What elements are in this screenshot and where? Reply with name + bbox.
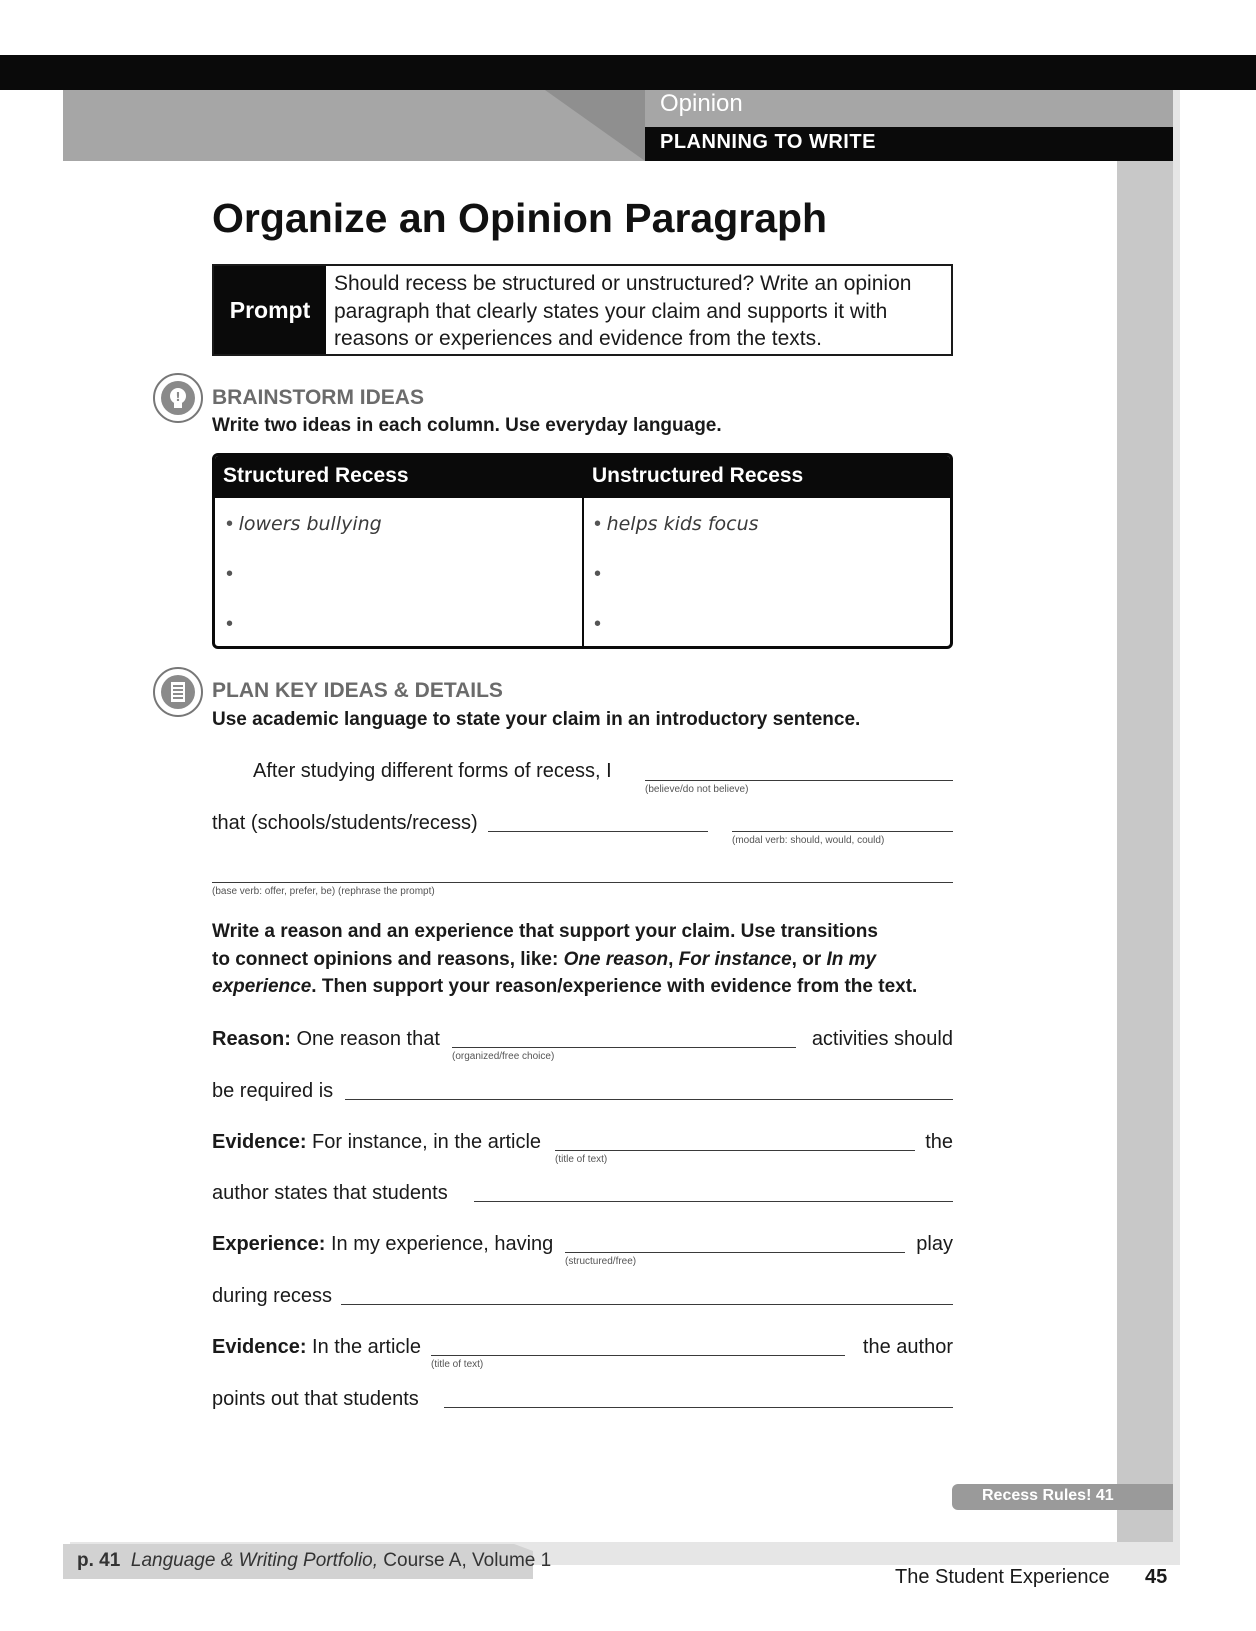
reason-line-1: Reason: One reason that bbox=[212, 1028, 440, 1050]
prompt-line: reasons or experiences and evidence from the texts. bbox=[334, 327, 822, 350]
evidence-1-line-2: author states that students bbox=[212, 1182, 448, 1204]
handwritten-entry: helps kids focus bbox=[606, 513, 759, 535]
claim-blank-2[interactable] bbox=[488, 831, 708, 832]
prompt-label: Prompt bbox=[214, 266, 326, 354]
claim-hint-2: (modal verb: should, would, could) bbox=[732, 835, 885, 846]
section-label: PLANNING TO WRITE bbox=[660, 131, 876, 153]
experience-blank-1[interactable] bbox=[565, 1252, 905, 1253]
reason-hint: (organized/free choice) bbox=[452, 1051, 555, 1062]
evidence-1-blank-1[interactable] bbox=[555, 1150, 915, 1151]
svg-text:!: ! bbox=[175, 390, 181, 404]
experience-line-1-end: play bbox=[916, 1233, 953, 1255]
brainstorm-instruction: Write two ideas in each column. Use everyday language. bbox=[212, 415, 722, 436]
running-title: The Student Experience bbox=[895, 1566, 1110, 1588]
category-label: Opinion bbox=[660, 90, 743, 117]
claim-line-1-text: After studying different forms of recess, I bbox=[253, 760, 612, 782]
lightbulb-icon bbox=[153, 373, 203, 423]
column-divider bbox=[582, 456, 584, 649]
right-margin-band bbox=[1117, 161, 1173, 1542]
claim-blank-4[interactable] bbox=[212, 882, 953, 883]
credit-line: p. 41 Language & Writing Portfolio, Course A, Volume 1 bbox=[77, 1550, 552, 1571]
claim-blank-3[interactable] bbox=[732, 831, 953, 832]
experience-line-1: Experience: In my experience, having bbox=[212, 1233, 554, 1255]
evidence-1-line-1: Evidence: For instance, in the article bbox=[212, 1131, 542, 1153]
prompt-text bbox=[326, 266, 919, 354]
prompt-box bbox=[212, 264, 953, 356]
experience-hint: (structured/free) bbox=[565, 1256, 637, 1267]
list-item[interactable]: • bbox=[226, 613, 234, 635]
footer-tab-label: Recess Rules! 41 bbox=[982, 1487, 1114, 1504]
page-number: 45 bbox=[1145, 1566, 1168, 1588]
column-header-structured: Structured Recess bbox=[215, 456, 582, 498]
document-icon bbox=[153, 667, 203, 717]
brainstorm-table bbox=[212, 453, 953, 649]
reason-blank-2[interactable] bbox=[345, 1099, 953, 1100]
claim-hint-1: (believe/do not believe) bbox=[645, 784, 749, 795]
plan-instruction-2: Write a reason and an experience that support your claim. Use transitions to connect opinions and reasons, like: One reason, For instance, or In my experience. Then support your reason/experience with evidence from the text. bbox=[212, 921, 918, 997]
experience-line-2: during recess bbox=[212, 1285, 333, 1307]
experience-blank-2[interactable] bbox=[341, 1304, 953, 1305]
page-title: Organize an Opinion Paragraph bbox=[212, 195, 828, 241]
evidence-1-blank-2[interactable] bbox=[474, 1201, 953, 1202]
evidence-2-blank-2[interactable] bbox=[444, 1407, 953, 1408]
evidence-1-hint: (title of text) bbox=[555, 1154, 608, 1165]
column-header-unstructured: Unstructured Recess bbox=[584, 456, 953, 498]
evidence-2-hint: (title of text) bbox=[431, 1359, 484, 1370]
reason-blank-1[interactable] bbox=[452, 1047, 796, 1048]
top-black-bar bbox=[0, 55, 1256, 90]
plan-heading: PLAN KEY IDEAS & DETAILS bbox=[212, 679, 503, 702]
claim-line-2-text: that (schools/students/recess) bbox=[212, 812, 478, 834]
evidence-2-line-1: Evidence: In the article bbox=[212, 1336, 421, 1358]
prompt-line: Should recess be structured or unstructured? Write an opinion bbox=[334, 272, 912, 295]
evidence-1-line-1-end: the bbox=[925, 1131, 953, 1153]
brainstorm-heading: BRAINSTORM IDEAS bbox=[212, 386, 424, 409]
prompt-line: paragraph that clearly states your claim and supports it with bbox=[334, 299, 888, 323]
list-item[interactable]: • bbox=[226, 563, 234, 585]
evidence-2-blank-1[interactable] bbox=[431, 1355, 845, 1356]
reason-line-1-end: activities should bbox=[811, 1028, 953, 1050]
plan-instruction: Use academic language to state your claim in an introductory sentence. bbox=[212, 709, 861, 730]
evidence-2-line-2: points out that students bbox=[212, 1388, 419, 1410]
list-item[interactable]: • helps kids focus bbox=[594, 513, 759, 535]
list-item[interactable]: • bbox=[594, 613, 602, 635]
list-item[interactable]: • bbox=[594, 563, 602, 585]
evidence-2-line-1-end: the author bbox=[862, 1336, 953, 1358]
list-item[interactable]: • lowers bullying bbox=[226, 513, 382, 535]
claim-hint-3: (base verb: offer, prefer, be) (rephrase the prompt) bbox=[212, 886, 435, 897]
handwritten-entry: lowers bullying bbox=[238, 513, 382, 535]
claim-blank-1[interactable] bbox=[645, 780, 953, 781]
reason-line-2: be required is bbox=[212, 1080, 334, 1102]
